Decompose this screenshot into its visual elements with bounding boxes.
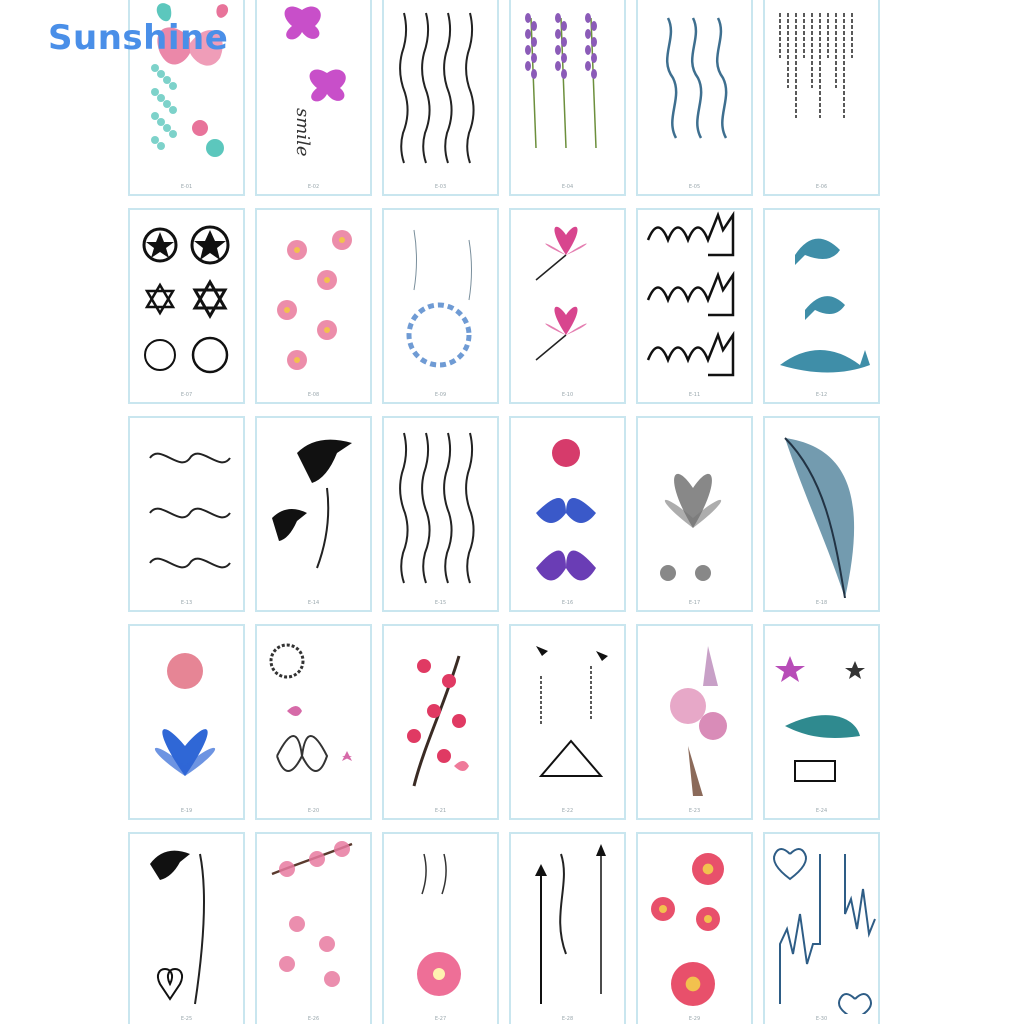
sheet-code: E-29 — [688, 1016, 701, 1022]
tattoo-artwork-icon — [257, 626, 370, 806]
tattoo-artwork-icon — [765, 626, 878, 806]
sheet-code: E-21 — [434, 808, 447, 814]
tattoo-sheet-fan-birds — [509, 624, 626, 820]
tattoo-sheet-word-script — [636, 0, 753, 196]
sheet-code: E-30 — [815, 1016, 828, 1022]
tattoo-sheet-cherry-branch — [255, 832, 372, 1024]
sheet-code: E-24 — [815, 808, 828, 814]
sheet-code: E-10 — [561, 392, 574, 398]
tattoo-sheet-lotus-pink — [509, 208, 626, 404]
tattoo-artwork-icon — [638, 210, 751, 390]
tattoo-artwork-icon — [638, 0, 751, 178]
sheet-code: E-28 — [561, 1016, 574, 1022]
tattoo-artwork-icon — [130, 418, 243, 598]
tattoo-sheet-lavender — [509, 0, 626, 196]
tattoo-sheet-butterfly-script — [255, 0, 372, 196]
tattoo-sheet-script-lines — [382, 416, 499, 612]
sheet-code: E-04 — [561, 184, 574, 190]
tattoo-artwork-icon — [638, 626, 751, 806]
tattoo-artwork-icon — [511, 418, 624, 598]
tattoo-sheet-wreath — [382, 208, 499, 404]
tattoo-artwork-icon — [765, 210, 878, 390]
tattoo-sheet-plum-blossom — [382, 624, 499, 820]
tattoo-artwork-icon — [384, 0, 497, 178]
tattoo-sheet-sakura-script — [382, 832, 499, 1024]
sheet-code: E-18 — [815, 600, 828, 606]
tattoo-sheet-red-flowers — [636, 832, 753, 1024]
tattoo-sheet-stars-feather — [763, 624, 880, 820]
sheet-code: E-23 — [688, 808, 701, 814]
tattoo-sheet-grid — [128, 0, 880, 1024]
sheet-code: E-20 — [307, 808, 320, 814]
tattoo-artwork-icon — [638, 418, 751, 598]
tattoo-sheet-feather — [763, 416, 880, 612]
tattoo-artwork-icon — [765, 834, 878, 1014]
tattoo-sheet-blue-lotus — [128, 624, 245, 820]
tattoo-sheet-bird-script — [128, 832, 245, 1024]
tattoo-artwork-icon — [130, 626, 243, 806]
sheet-code: E-03 — [434, 184, 447, 190]
sheet-code: E-14 — [307, 600, 320, 606]
tattoo-artwork-icon — [384, 210, 497, 390]
sheet-code: E-22 — [561, 808, 574, 814]
tattoo-artwork-icon — [257, 418, 370, 598]
tattoo-artwork-icon — [384, 418, 497, 598]
tattoo-sheet-rose-butterflies — [509, 416, 626, 612]
sheet-code: E-26 — [307, 1016, 320, 1022]
tattoo-sheet-lace-butterflies — [255, 624, 372, 820]
sheet-code: E-11 — [688, 392, 701, 398]
sheet-code: E-09 — [434, 392, 447, 398]
watermark-text: Sunshine — [48, 18, 229, 58]
sheet-code: E-16 — [561, 600, 574, 606]
sheet-code: E-06 — [815, 184, 828, 190]
tattoo-artwork-icon — [130, 834, 243, 1014]
tattoo-sheet-pink-flowers — [255, 208, 372, 404]
svg-text:smile: smile — [292, 108, 313, 157]
tattoo-sheet-infinity — [128, 416, 245, 612]
tattoo-sheet-stars — [128, 208, 245, 404]
sheet-code: E-15 — [434, 600, 447, 606]
sheet-code: E-25 — [180, 1016, 193, 1022]
tattoo-sheet-script-lines — [382, 0, 499, 196]
tattoo-sheet-lotus-grey — [636, 416, 753, 612]
tattoo-sheet-heartbeat — [763, 832, 880, 1024]
tattoo-artwork-icon — [765, 0, 878, 178]
sheet-code: E-02 — [307, 184, 320, 190]
tattoo-artwork-icon — [511, 210, 624, 390]
sheet-code: E-13 — [180, 600, 193, 606]
sheet-code: E-19 — [180, 808, 193, 814]
tattoo-artwork-icon — [511, 834, 624, 1014]
sheet-code: E-12 — [815, 392, 828, 398]
tattoo-artwork-icon — [638, 834, 751, 1014]
tattoo-artwork-icon — [257, 210, 370, 390]
tattoo-sheet-phrase-list — [763, 0, 880, 196]
tattoo-artwork-icon — [511, 0, 624, 178]
tattoo-artwork-icon — [130, 210, 243, 390]
sheet-code: E-27 — [434, 1016, 447, 1022]
tattoo-artwork-icon — [511, 626, 624, 806]
sheet-code: E-08 — [307, 392, 320, 398]
tattoo-artwork-icon — [765, 418, 878, 598]
sheet-code: E-05 — [688, 184, 701, 190]
tattoo-artwork-icon — [384, 834, 497, 1014]
tattoo-sheet-whales — [763, 208, 880, 404]
tattoo-artwork-icon — [257, 0, 370, 178]
sheet-code: E-01 — [180, 184, 193, 190]
sheet-code: E-17 — [688, 600, 701, 606]
tattoo-sheet-arrows — [509, 832, 626, 1024]
tattoo-artwork-icon — [257, 834, 370, 1014]
tattoo-sheet-cats — [636, 208, 753, 404]
tattoo-sheet-swallows — [255, 416, 372, 612]
tattoo-artwork-icon — [384, 626, 497, 806]
sheet-code: E-07 — [180, 392, 193, 398]
tattoo-sheet-peony-feather — [636, 624, 753, 820]
